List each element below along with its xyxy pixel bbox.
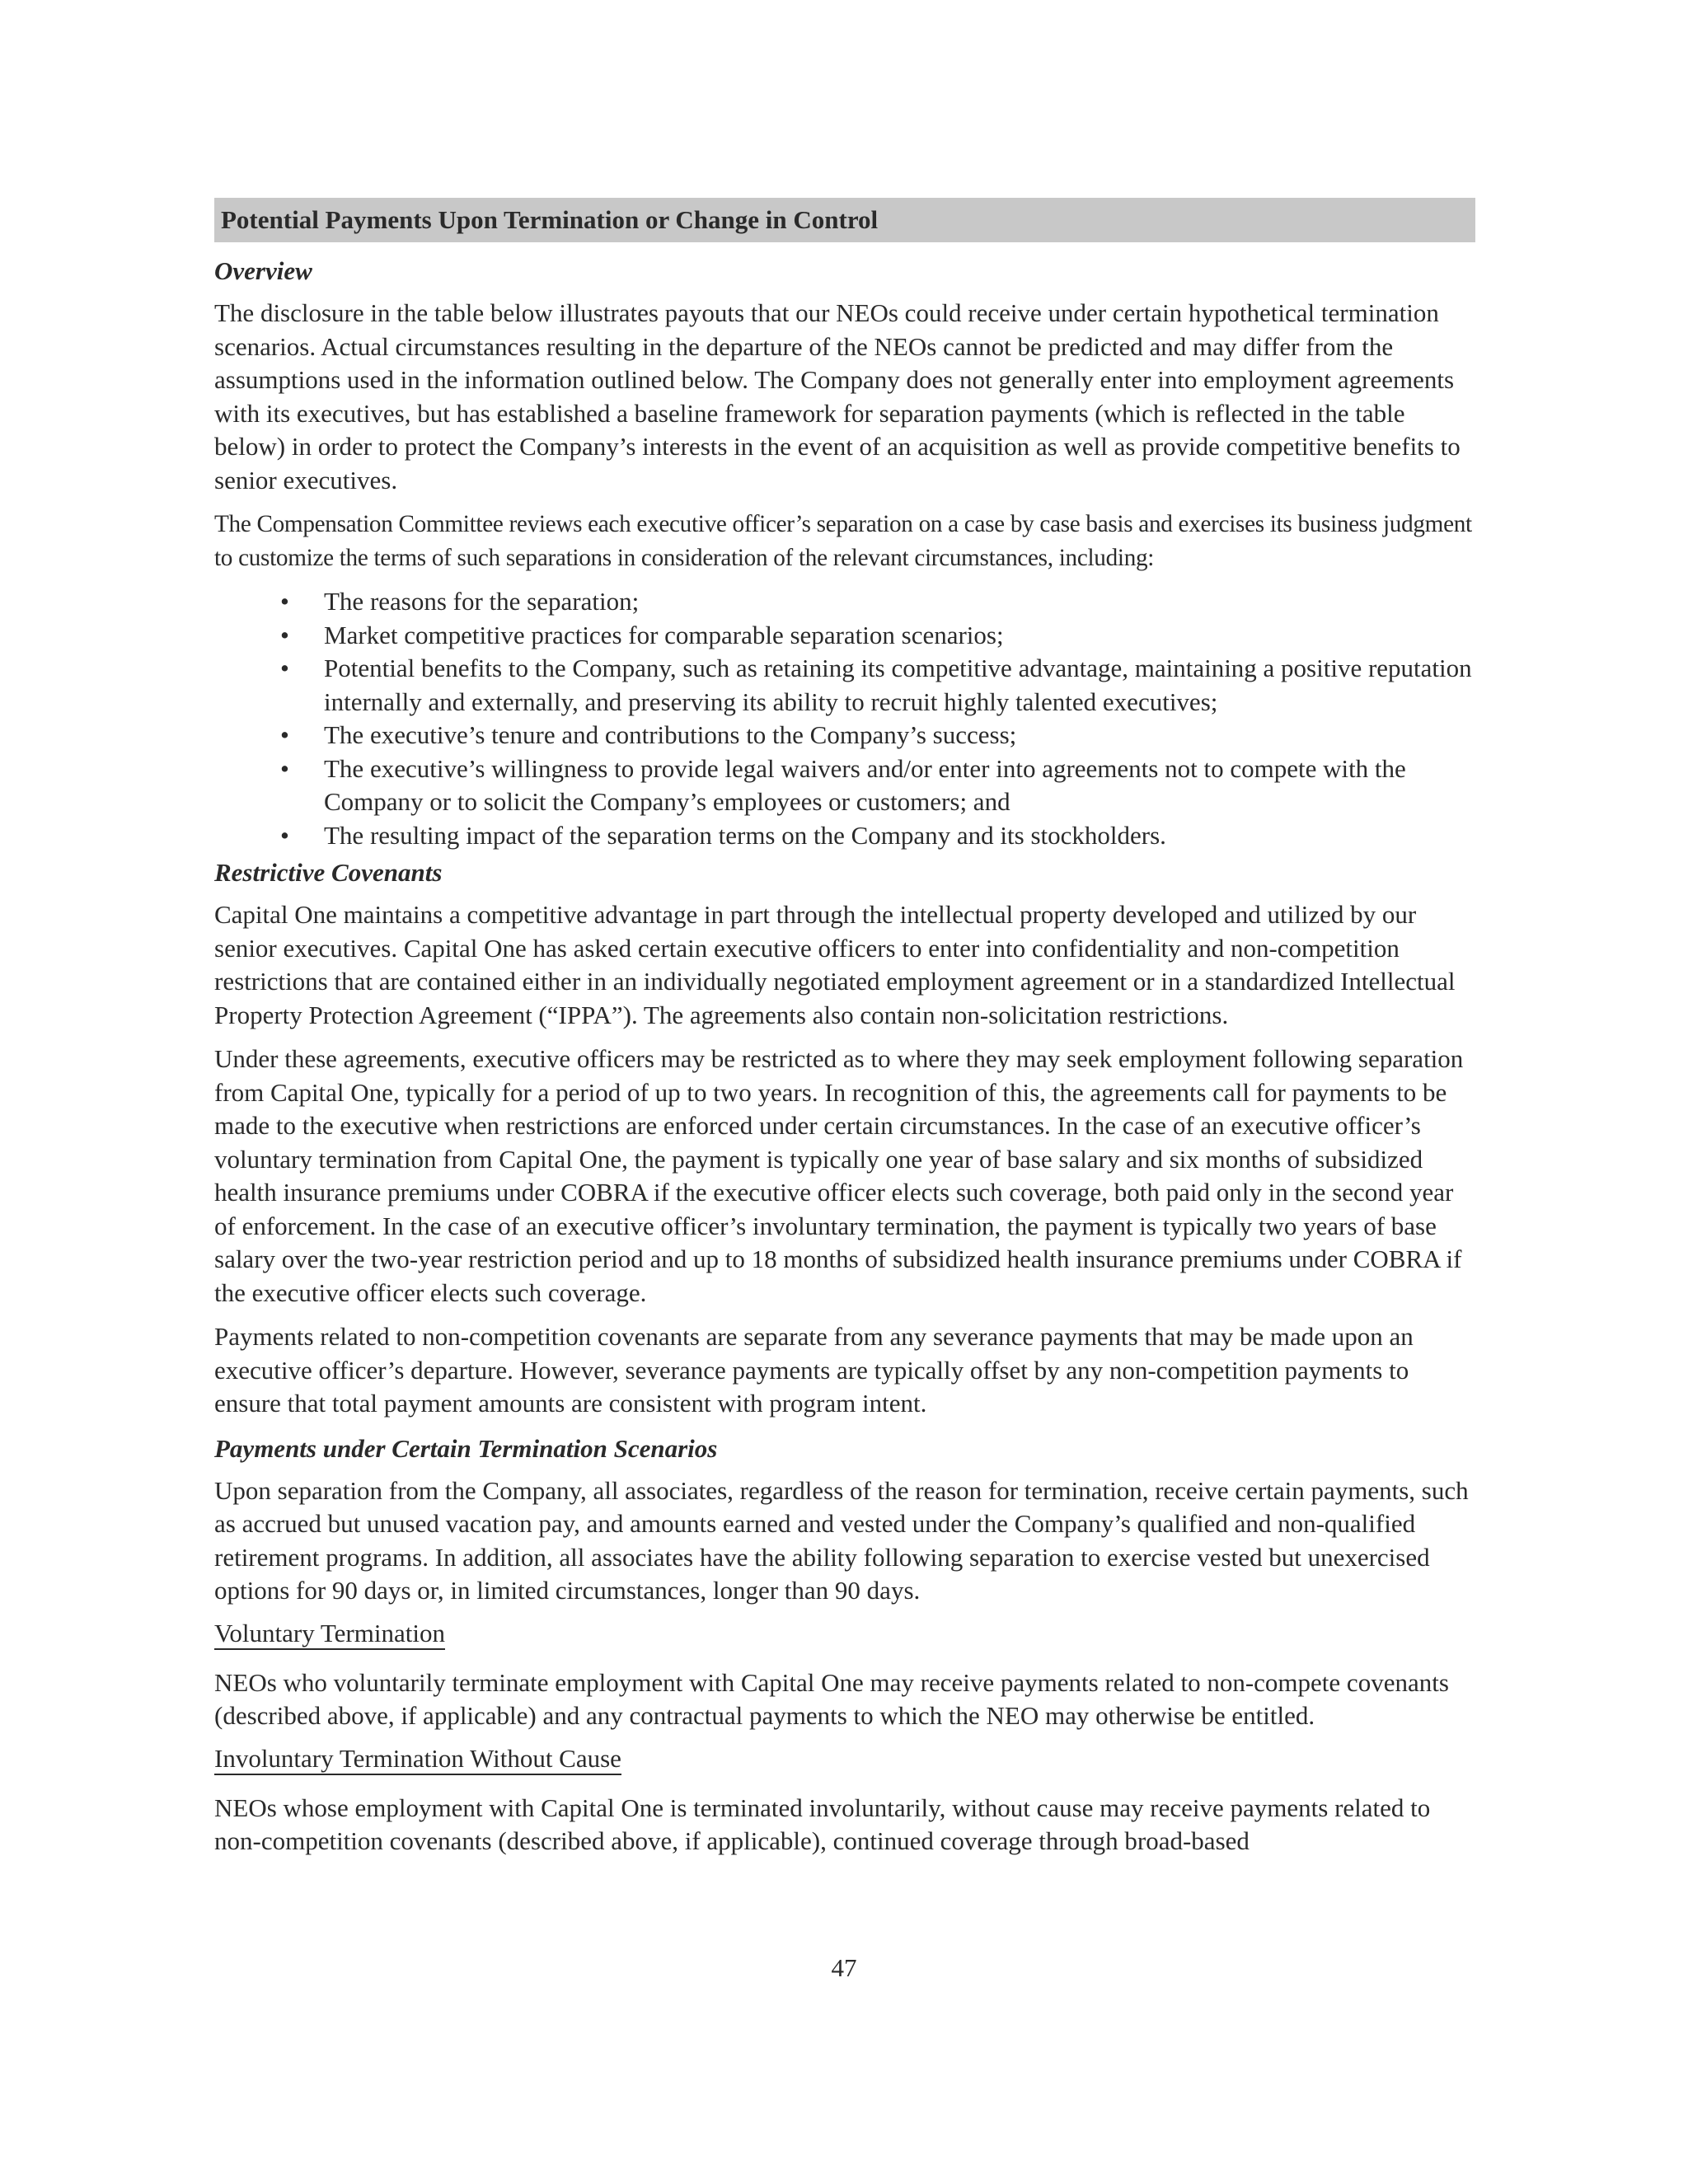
voluntary-termination-heading: Voluntary Termination — [214, 1619, 445, 1650]
involuntary-termination-paragraph: NEOs whose employment with Capital One is terminated involuntarily, without cause may receive payments related to non-competition covenants (described above, if applicable), continued coverage through broad-based — [214, 1793, 1431, 1855]
voluntary-termination-paragraph: NEOs who voluntarily terminate employment with Capital One may receive payments related to non-compete covenants (described above, if applicable) and any contractual payments to which the NEO may otherwise be entitled. — [214, 1667, 1449, 1730]
restrictive-paragraph-2: Under these agreements, executive officers may be restricted as to where they may seek employment following separation from Capital One, typically for a period of up to two years. In recognition of this, the agreements call for payments to be made to the executive when restrictions are enforced under certain circumstances. In the case of an executive officer’s voluntary termination from Capital One, the payment is typically one year of base salary and six months of subsidized health insurance premiums under COBRA if the executive officer elects such coverage, both paid only in the second year of enforcement. In the case of an executive officer’s involuntary termination, the payment is typically two years of base salary over the two-year restriction period and up to 18 months of subsidized health insurance premiums under COBRA if the executive officer elects such coverage. — [214, 1044, 1464, 1307]
restrictive-covenants-heading: Restrictive Covenants — [214, 858, 443, 887]
overview-heading: Overview — [214, 256, 312, 285]
list-item: • The resulting impact of the separation terms on the Company and its stockholders. — [280, 819, 1475, 853]
bullet-icon: • — [280, 720, 289, 749]
restrictive-paragraph-1: Capital One maintains a competitive advantage in part through the intellectual property developed and utilized by our senior executives. Capital One has asked certain executive officers to enter into confidentiality and non-competition restrictions that are contained either in an individually negotiated employment agreement or in a standardized Intellectual Property Protection Agreement (“IPPA”). The agreements also contain non-solicitation restrictions. — [214, 900, 1456, 1029]
section-title-text: Potential Payments Upon Termination or Change in Control — [221, 205, 879, 234]
document-page — [214, 198, 1475, 1869]
section-title — [214, 198, 1475, 242]
termination-scenarios-heading: Payments under Certain Termination Scenarios — [214, 1433, 718, 1463]
list-item: • The reasons for the separation; — [280, 585, 1475, 619]
list-item: • Potential benefits to the Company, such as retaining its competitive advantage, maintaining a positive reputation internally and externally, and preserving its ability to recruit highly talented executives; — [280, 654, 1472, 716]
scenarios-paragraph-1: Upon separation from the Company, all associates, regardless of the reason for termination, receive certain payments, such as accrued but unused vacation pay, and amounts earned and vested under the Company’s qualified and non-qualified retirement programs. In addition, all associates have the ability following separation to exercise vested but unexercised options for 90 days or, in limited circumstances, longer than 90 days. — [214, 1475, 1469, 1605]
involuntary-termination-heading: Involuntary Termination Without Cause — [214, 1744, 621, 1775]
bullet-icon: • — [280, 620, 289, 649]
list-item: • The executive’s tenure and contributions to the Company’s success; — [280, 719, 1475, 752]
page-number: 47 — [831, 1953, 857, 1982]
restrictive-paragraph-3: Payments related to non-competition covenants are separate from any severance payments that may be made upon an executive officer’s departure. However, severance payments are typically offset by any non-competition payments to ensure that total payment amounts are consistent with program intent. — [214, 1322, 1414, 1418]
overview-paragraph-2: The Compensation Committee reviews each executive officer’s separation on a case by case basis and exercises its business judgment to customize the terms of such separations in consideration of the relevant circumstances, including: — [214, 511, 1472, 571]
bullet-icon: • — [280, 587, 289, 616]
bullet-icon: • — [280, 753, 289, 783]
overview-paragraph-1: The disclosure in the table below illustrates payouts that our NEOs could receive under certain hypothetical termination scenarios. Actual circumstances resulting in the departure of the NEOs cannot be predicted and may differ from the assumptions used in the information outlined below. The Company does not generally enter into employment agreements with its executives, but has established a baseline framework for separation payments (which is reflected in the table below) in order to protect the Company’s interests in the event of an acquisition as well as provide competitive benefits to senior executives. — [214, 298, 1461, 494]
list-item: • Market competitive practices for comparable separation scenarios; — [280, 619, 1475, 653]
bullet-icon: • — [280, 820, 289, 850]
bullet-icon: • — [280, 654, 289, 682]
list-item: • The executive’s willingness to provide legal waivers and/or enter into agreements not to compete with the Company or to solicit the Company’s employees or customers; and — [280, 753, 1406, 816]
circumstances-list — [214, 585, 1475, 852]
